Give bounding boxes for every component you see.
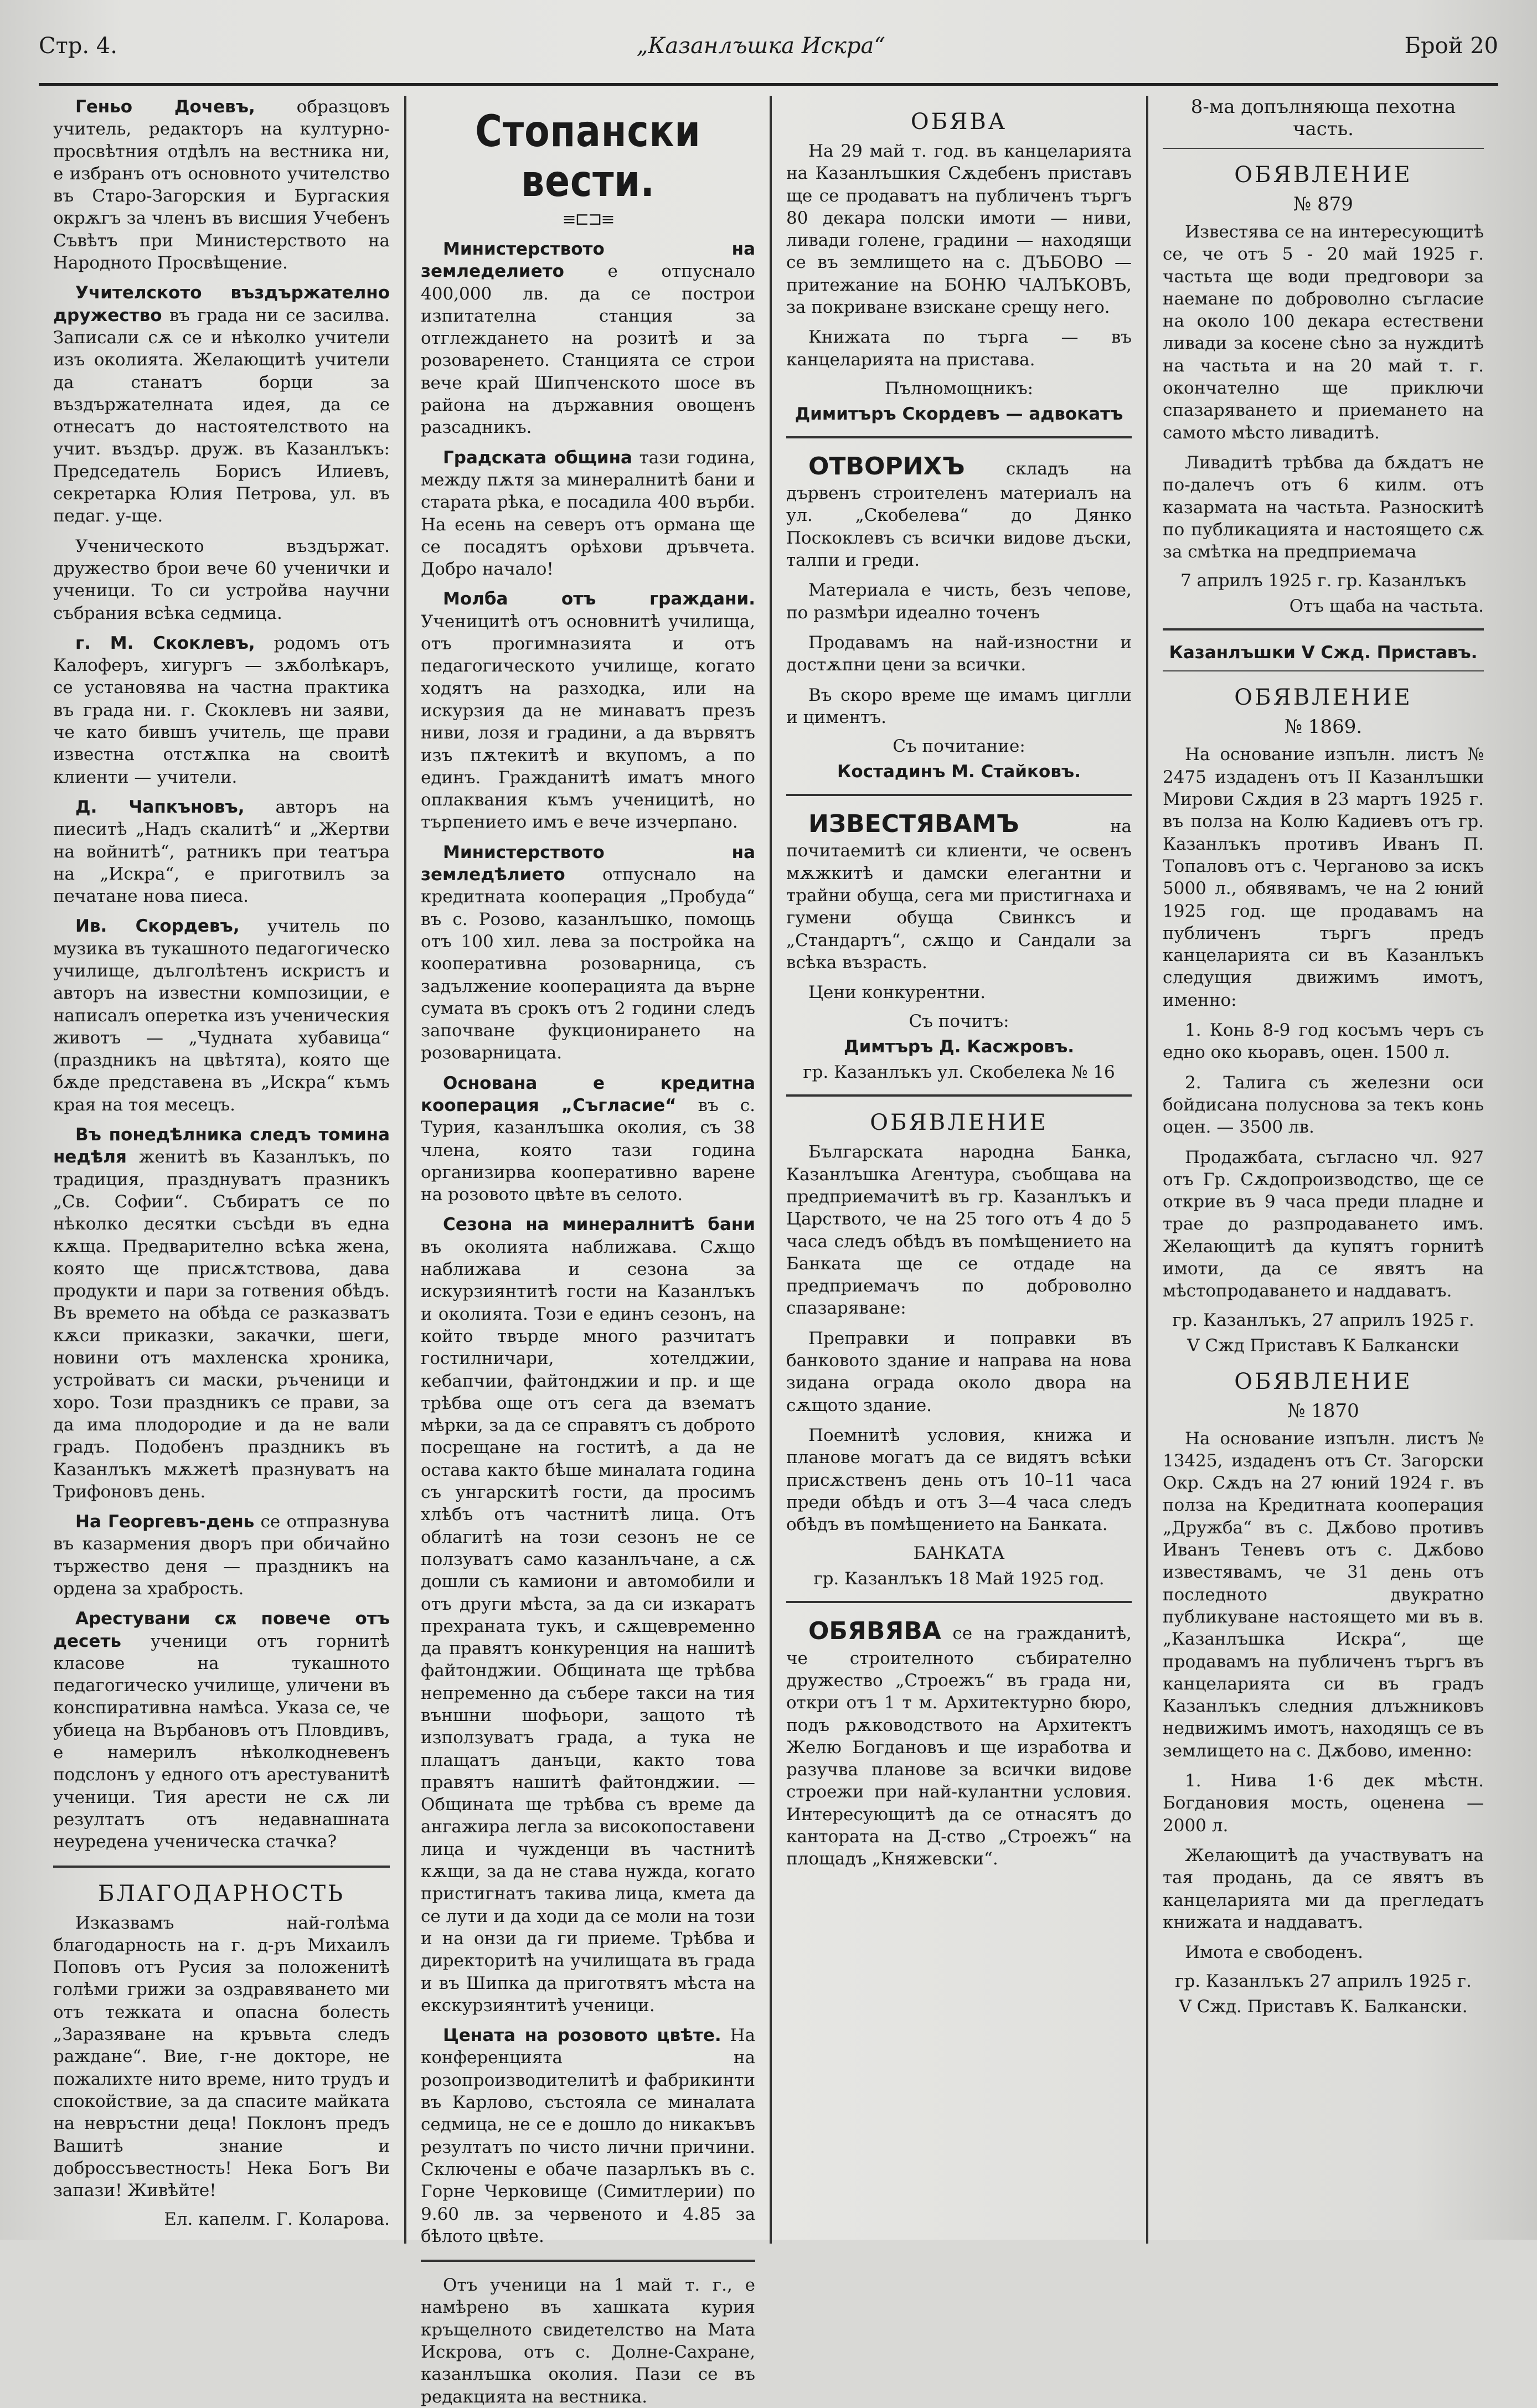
thanks-title: БЛАГОДАРНОСТЬ <box>98 1880 345 1906</box>
news-item: Арестувани сѫ повече отъ десеть ученици отъ горнитѣ класове на тукашното педагогическо училище, уличени въ конспиративна намѣса. Указа се, че убиеца на Върбановъ отъ Пловдивъ, е намерилъ нѣколкодневенъ подслонъ у едного отъ арестуванитѣ ученици. Тия арести не сѫ ли резултатъ отъ недавнашната неуредена ученическа стачка? <box>53 1609 390 1852</box>
thanks-signature: Ел. капелм. Г. Коларова. <box>164 2209 390 2230</box>
column-4 <box>1146 96 1498 2244</box>
notice-text: На основание изпълн. листъ № 13425, издаденъ отъ Ст. Загорски Окр. Сѫдъ на 27 юний 1924 г. въ полза на Кредитната кооперация „Дружба“ въ с. Дѫбово противъ Иванъ Теневъ отъ с. Дѫбово известявамъ, че 31 день отъ последното двукратно публикуване настоящето ми въ в. „Казанлъшка Искра“, ще продавамъ на публиченъ търгъ въ канцеларията си въ градъ Казанлъкъ следния длъжниковъ недвижимъ имотъ, находящъ се въ землището на с. Дѫбово, именно: <box>1163 1428 1484 1761</box>
ad-text: Продавамъ на най-изностни и достѫпни цени за всички. <box>786 632 1132 675</box>
news-item: Ученическото въздържат. дружество брои вече 60 ученички и ученици. То си устройва научни събрания всѣка седмица. <box>53 536 390 623</box>
ad-text: Материала е чисть, безъ чепове, по размѣри идеално точенъ <box>786 580 1132 623</box>
news-item: Въ понедѣлника следъ томина недѣля женитѣ въ Казанлъкъ, по традиция, празднуватъ празникъ „Св. Софии“. Събиратъ се по нѣколко десятки съсѣди въ една кѫща. Предварително всѣка жена, която ще присѫтствова, дава продукти и пари за готвения обѣдъ. Въ времето на обѣда се разказватъ кѫси приказки, закачки, шеги, новини отъ махленска хроника, устройватъ си маски, ръченици и хоро. Този праздникъ се прави, за да има плодородие и да не вали градъ. Подобенъ праздникъ въ Казанлъкъ мѫжетѣ празнуватъ на Трифоновъ день. <box>53 1125 390 1502</box>
notice-text: Имота е свободенъ. <box>1185 1942 1363 1963</box>
notice-signature: V Сжд. Приставъ К. Балкански. <box>1179 1997 1468 2017</box>
ad-address: гр. Казанлъкъ ул. Скобелека № 16 <box>803 1062 1115 1083</box>
notice-item: 1. Нива 1·6 дек мѣстн. Богдановия мость, оценена — 2000 л. <box>1163 1771 1484 1836</box>
ad-text: Поемнитѣ условия, книжа и планове могатъ да се видятъ всѣки присѫственъ день отъ 10–11 часа преди обѣдъ и отъ 3—4 часа следъ обѣдъ въ помѣщението на Банката. <box>786 1425 1132 1535</box>
notice-text: Известява се на интересующитѣ се, че отъ 5 - 20 май 1925 г. частьта ще води предговори за наемане по доброволно съгласие на около 100 декара естествени ливади за косене сѣно за нуждитѣ на частьта и на 20 май т. г. окончателно ще приключи спазаряването и приемането на самото мѣсто ливадитѣ. <box>1163 222 1484 443</box>
news-item: На Георгевъ-день се отпразнува въ казармения дворъ при обичайно тържество деня — праздникъ на ордена за храбрость. <box>53 1512 390 1599</box>
ad-text: Българската народна Банка, Казанлъшка Агентура, съобщава на предприемачитѣ въ гр. Казанлъкъ и Царството, че на 25 того отъ 4 до 5 часа следъ обѣдъ въ помѣщението на Банката ще се отдаде на предприемачъ по доброволно спазаряване: <box>786 1142 1132 1319</box>
news-item: Министерството на земледѣлието отпуснало на кредитната кооперация „Пробуда“ въ с. Розово, казанлъшко, помощь отъ 100 хил. лева за постройка на кооперативна розоварница, съ задължение кооперацията да върне сумата въ срокъ отъ 2 години следъ започване фукционирането на розоварницата. <box>421 842 756 1063</box>
ad-date: гр. Казанлъкъ 18 Май 1925 год. <box>813 1569 1105 1589</box>
section-title: Стопански вести. <box>475 107 701 206</box>
ad-signature: Съ почитание: <box>893 736 1025 757</box>
notice-number: № 1869. <box>1284 716 1363 738</box>
bailiff-heading: Казанлъшки V Сжд. Приставъ. <box>1169 643 1478 663</box>
ad-title: ОБЯВА <box>910 109 1008 135</box>
news-item: Министерството на земледелието е отпуснало 400,000 лв. да се построи изпитателна станция за отглеждането на розитѣ и за розоваренето. Станцията се строи вече край Шипченското шосе въ района на държавния овощенъ разсадникъ. <box>421 239 755 438</box>
notice-text: На основание изпълн. листъ № 2475 издаденъ отъ II Казанлъшки Мирови Сѫдия в 23 мартъ 1925 г. въ полза на Колю Кадиевъ отъ гр. Казанлъкъ противъ Иванъ П. Топаловъ отъ с. Черганово за искъ 5000 л., обявявамъ, че на 2 юний 1925 год. ще продавамъ на публиченъ търгъ предъ канцеларията си въ Казанлъкъ следущия движимъ имотъ, именно: <box>1163 745 1484 1010</box>
notice-item: 2. Талига съ железни оси бойдисана полуснова за текъ конь оцен. — 3500 лв. <box>1163 1072 1484 1138</box>
notice-title: ОБЯВЛЕНИЕ <box>1234 685 1412 711</box>
ad-text: ОТВОРИХЪ складъ на дървенъ строителенъ материалъ на ул. „Скобелева“ до Дянко Поскоклевъ съ всички видове дъски, талпи и греди. <box>786 452 1132 571</box>
ad-text: Преправки и поправки въ банковото здание и направа на нова зидана ограда около двора на сѫщото здание. <box>786 1328 1132 1415</box>
unit-name: 8-ма допълняюща пехотна часть. <box>1190 96 1456 140</box>
news-item: г. М. Скоклевъ, родомъ отъ Калоферъ, хигургъ — зѫболѣкаръ, се установява на частна практика въ града ни. г. Скоклевъ ни заяви, че като бившъ учитель, ще прави известна отстѫпка на своитѣ клиенти — учители. <box>53 633 390 787</box>
ad-signature: Димтъръ Д. Касжровъ. <box>843 1037 1075 1057</box>
column-2 <box>404 96 770 2407</box>
page-header <box>39 33 1498 86</box>
ad-text: ИЗВЕСТЯВАМЪ на почитаемитѣ си клиенти, че освенъ мѫжкитѣ и дамски елегантни и трайни обуща, сега ми пристигнаха и гумени обуща Свинксъ и „Стандартъ“, сѫщо и Сандали за всѣка възрасть. <box>786 810 1132 973</box>
news-item: Молба отъ граждани. Ученицитѣ отъ основнитѣ училища, отъ прогимназията и отъ педагогическото училище, когато ходятъ на разходка, или на искурзия да не минаватъ презъ ниви, лозя и градини, а да вървятъ изъ пѫтекитѣ и вкупомъ, а по единъ. Гражданитѣ иматъ много оплаквания къмъ ученицитѣ, но търпението имъ е вече изчерпано. <box>421 589 755 833</box>
notice-signature: Отъ щаба на частьта. <box>1289 596 1484 617</box>
notice-number: № 1870 <box>1287 1399 1359 1422</box>
news-item: Отъ ученици на 1 май т. г., е намѣрено въ хашката курия кръщелното свидетелство на Мата Искрова, отъ с. Долне-Сахране, казанлъшка околия. Пази се въ редакцията на вестника. <box>421 2275 755 2407</box>
news-item: Ив. Скордевъ, учитель по музика въ тукашното педагогическо училище, дълголѣтенъ искристъ и авторъ на известни композиции, е написалъ оперетка изъ ученическия животъ — „Чудната хубавица“ (праздникъ на цвѣтята), която ще бѫде представена въ „Искра“ къмъ края на тоя месецъ. <box>53 916 390 1115</box>
column-3 <box>770 96 1146 2244</box>
notice-title: ОБЯВЛЕНИЕ <box>1234 1368 1412 1394</box>
news-item: Д. Чапкъновъ, авторъ на пиеситѣ „Надъ скалитѣ“ и „Жертви на войнитѣ“, ратникъ при театъра на „Искра“, е приготвилъ за печатане нова пиеса. <box>53 797 390 907</box>
divider <box>786 794 1132 796</box>
notice-date: 7 априлъ 1925 г. гр. Казанлъкъ <box>1180 571 1467 591</box>
ad-text: Цени конкурентни. <box>808 983 986 1003</box>
news-item: Геньо Дочевъ, образцовъ учитель, редакторъ на културно-просвѣтния отдѣлъ на вестника ни, е избранъ отъ основното учителство въ Старо-Загорския и Бургаския окрѫгъ за членъ въ висшия Учебенъ Съвѣтъ при Министерството на Народното Просвѣщение. <box>53 97 390 273</box>
notice-signature: V Сжд Приставъ К Балкански <box>1187 1335 1459 1356</box>
news-item: Сезона на минералнитѣ бани въ околията наближава. Сѫщо наближава и сезона за искурзиянтитѣ гости на Казанлъкъ и околията. Този е единъ сезонъ, на който твърде много разчитатъ гостилничари, хотелджии, кебапчии, файтонджии и пр. и ще трѣбва още отъ сега да взематъ мѣрки, за да се справятъ съ доброто посрещане на гоститѣ, а да не остава както бѣше миналата година съ унгарскитѣ гости, да просимъ хлѣбъ отъ частнитѣ лица. Отъ облагитѣ на този сезонъ не се ползуватъ само казанлъчане, а сѫ дошли съ камиони и автомобили и отъ други мѣста, за да си изкаратъ прехраната тукъ, и сѫщевременно да правятъ конкуренция на нашитѣ файтонджии. Общината ще трѣбва непременно да събере такси на тия външни шофьори, защото тѣ използуватъ града, а тука не плащатъ данъци, както това правятъ нашитѣ файтонджии. — Общината ще трѣбва съ време да ангажира легла за високопоставени лица и чужденци въ частнитѣ кѫщи, за да не става нужда, когато пристигнатъ такива лица, кмета да се лути и да ходи да се моли на този и на онзи да ги приеме. Трѣбва и директоритѣ на училищата въ града и въ Шипка да приготвятъ мѣста на екскурзиянтитѣ ученици. <box>421 1215 755 2016</box>
news-item: Градската община тази година, между пѫтя за минералнитѣ бани и старата рѣка, е посадила 400 върби. На есень на северъ отъ ормана ще се посадятъ орѣхови дръвчета. Добро начало! <box>421 447 755 580</box>
ad-signature: Костадинъ М. Стайковъ. <box>837 762 1081 782</box>
divider <box>786 436 1132 438</box>
notice-title: ОБЯВЛЕНИЕ <box>1234 162 1412 188</box>
notice-text: Продажбата, съгласно чл. 927 отъ Гр. Сѫдопроизводство, ще се открие въ 9 часа преди пладне и трае до разпродаването имъ. Желающитѣ да купятъ горнитѣ имоти, да се явятъ на мѣстопродаването и наддаватъ. <box>1163 1147 1484 1301</box>
ad-signature: БАНКАТА <box>913 1543 1005 1564</box>
ornament: ≡⊏⊐≡ <box>562 210 614 229</box>
columns <box>39 96 1498 2407</box>
thanks-text: Изказвамъ най-голѣма благодарность на г. д-ръ Михаилъ Поповъ отъ Русия за положенитѣ голѣми грижи за оздравяването ми отъ тежката и опасна болесть „Заразяване на кръвьта следъ раждане“. Вие, г-не докторе, не пожалихте нито време, нито трудъ и спокойствие, за да спасите майката на невръстни деца! Поклонъ предъ Вашитѣ знание и доброссъвестность! Нека Богъ Ви запази! Живѣйте! <box>53 1913 390 2201</box>
ad-text: Въ скоро време ще имамъ циглли и циментъ. <box>786 685 1132 727</box>
ad-text: На 29 май т. год. въ канцеларията на Казанлъшкия Сѫдебенъ приставъ ще се продаватъ на публиченъ търгъ 80 декара полски имоти — ниви, ливади голене, градини — находящи се въ землището на с. ДЪБОВО — притежание на БОНЮ ЧАЛЪКОВЪ, за покриване взискане срещу него. <box>786 141 1132 318</box>
news-item: Цената на розовото цвѣте. На конференцията на розопроизводителитѣ и фабрикинти въ Карлово, състояла се миналата седмица, не се е дошло до никакъвъ резултатъ по чисто лични причини. Сключены е обаче пазарлъкъ въ с. Горне Черковище (Симитлерии) по 9.60 лв. за червеното и 4.85 за бѣлото цвѣте. <box>421 2025 756 2246</box>
newspaper-name: „Казанлъшка Искра“ <box>636 33 885 59</box>
ad-title: ОБЯВЛЕНИЕ <box>870 1110 1048 1136</box>
column-1 <box>39 96 404 2244</box>
divider <box>1163 628 1484 631</box>
news-item: Учителското въздържателно дружество въ града ни се засилва. Записали сѫ се и нѣколко учители изъ околията. Желающитѣ учители да станатъ борци за въздържателната идея, да се отнесатъ до настоятелството на учит. въздър. друж. въ Казанлъкъ: Председатель Борисъ Илиевъ, секретарка Юлия Петрова, ул. въ педаг. у-ще. <box>53 283 390 526</box>
notice-item: 1. Конь 8-9 год косъмъ черъ съ едно око кьоравъ, оцен. 1500 л. <box>1163 1020 1484 1063</box>
notice-number: № 879 <box>1293 193 1353 215</box>
ad-signature: Димитъръ Скордевъ — адвокатъ <box>795 404 1123 424</box>
divider <box>53 1866 390 1868</box>
ad-signature: Съ почитъ: <box>909 1011 1009 1032</box>
divider <box>786 1601 1132 1603</box>
ad-text: Книжата по търга — въ канцеларията на пристава. <box>786 327 1132 370</box>
ad-signature: Пълномощникъ: <box>884 378 1034 399</box>
ad-text: ОБЯВЯВА се на гражданитѣ, че строителното събирателно дружество „Строежъ“ въ града ни, откри отъ 1 т м. Архитектурно бюро, подъ рѫководството на Архитектъ Желю Богдановъ и ще изработва и разучва планове за всички видове строежи при най-кулантни условия. Интересующитѣ да се отнасятъ до кантората на Д-ство „Строежъ“ на площадъ „Княжевски“. <box>786 1617 1132 1869</box>
news-item: Основана е кредитна кооперация „Съгласие“ въ с. Турия, казанлъшка околия, съ 38 члена, която тази година организирва кооперативно варене на розовото цвѣте въ селото. <box>421 1073 755 1205</box>
divider <box>1163 670 1484 671</box>
notice-date: гр. Казанлъкъ, 27 априлъ 1925 г. <box>1172 1310 1474 1330</box>
divider <box>786 1094 1132 1097</box>
notice-date: гр. Казанлъкъ 27 априлъ 1925 г. <box>1175 1971 1472 1992</box>
notice-text: Ливадитѣ трѣбва да бѫдатъ не по-далечъ отъ 6 килм. отъ казармата на частьта. Разноскитѣ по публикацията и настоящето сѫ за смѣтка на предприемача <box>1163 452 1484 562</box>
divider <box>1163 148 1484 149</box>
notice-text: Желающитѣ да участвуватъ на тая продань, да се явятъ въ канцеларията ми да прегледатъ книжата и наддаватъ. <box>1163 1845 1484 1932</box>
page-number: Стр. 4. <box>39 33 117 59</box>
divider <box>421 2260 755 2262</box>
issue-number: Брой 20 <box>1404 33 1498 59</box>
